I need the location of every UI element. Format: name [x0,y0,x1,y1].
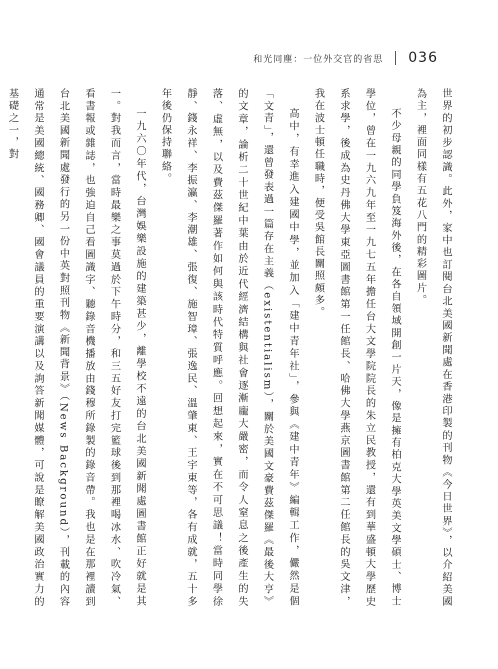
page-number: 036 [408,50,438,66]
running-header [253,50,438,66]
paragraph-2: 不少母親的同學負笈海外後，在各自領域開創一片天，像是擁有柏克大學英美文學碩士、博士學位，曾在一九六九年至一九七五年擔任台大文學院院長的朱立民教授，還有到華盛頓大學歷史系求學，後成為史丹佛大學東亞圖書館第一任館長、哈佛大學燕京圖書館第二任館長的吳文津，我在波士頓任職時，便受吳館長關照頗多。 [312,88,400,608]
header-divider [395,51,396,65]
running-header-title: 和光同塵：一位外交官的省思 [253,54,384,65]
paragraph-4: 一九六〇年代，台灣娛樂設施的建築甚少，離學校不遠的台北美國新聞處圖書館正好就是其一。對我而言，當時最樂之事莫過於下午時分，和三五好友打完籃球後到那裡喝冰水、吹冷氣、看書報或雜誌，也強迫自己看圖識字、聽錄音機播放由錢穆所錄製的錄音帶。我也是在那裡讀到台北美國新聞處發行的另一份中英對照刊物《新聞背景》（News Background），刊載的內容通常是美國總統、國務卿、國會議員的重要演講以及詢答新聞媒體，可說是瞭解美國政治實力的基礎之一，對 [6,88,145,608]
body-text [6,88,458,608]
paragraph-3: 高中，有幸進入建國中學，並加入「建中青年社」，參與《建中青年》編輯工作，儼然是個「文青」，還曾發表過一篇存在主義（existentialism），關於美國文豪費茲傑羅《最後大亨》的文章，論析二十世紀中葉由於近代經濟結構與社會逐漸龐大嚴密，而令人窒息之後產生的失落、虛無，以及費茲傑羅著作如何與該時代特質呼應。回想起來，實在不可思議！當時同學徐靜、錢永祥、李振瀛、李潮雄、張復、施智璋、張逸民、溫肇東、王宇東等，各有成就，五十多年後仍保持聯絡。 [159,88,298,608]
paragraph-1: 世界的初步認識。此外，家中也訂閱台北美國新聞處在香港印製的刊物《今日世界》，以介紹美國為主，裡面同樣有五花八門的精彩圖片。 [414,88,451,608]
